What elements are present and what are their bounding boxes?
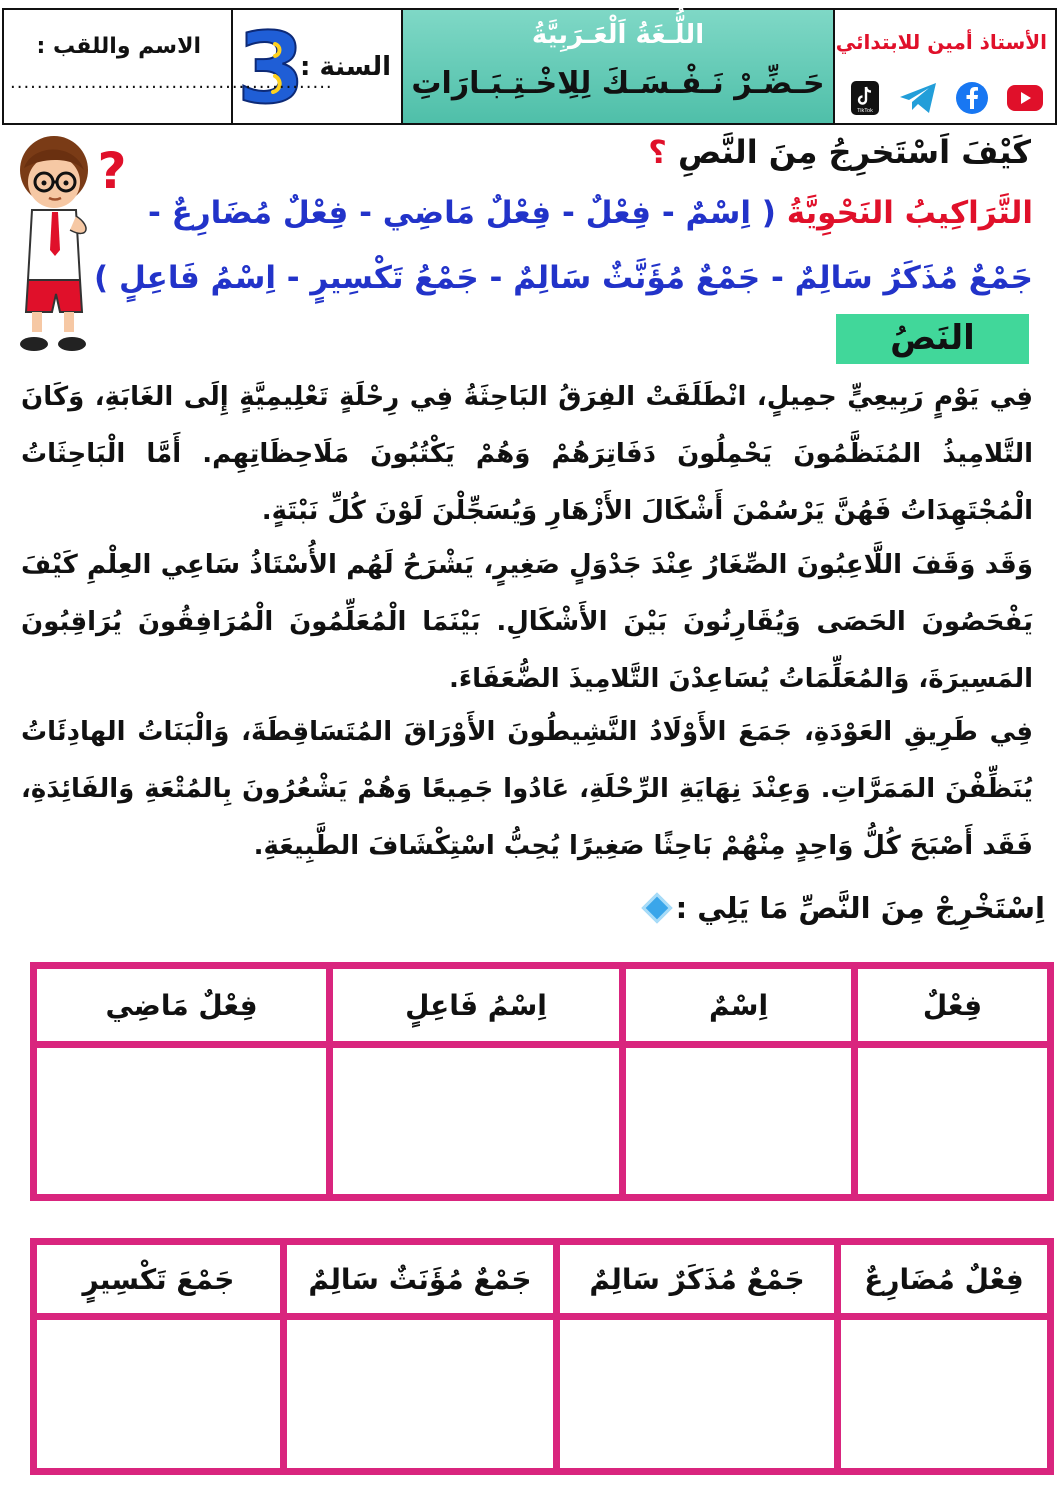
passage-paragraph-1: فِي يَوْمٍ رَبِيعِيٍّ جمِيلٍ، انْطَلَقَتْ الفِرَقُ البَاحِثَةُ فِي رِحْلَةٍ تَعْلِيمِيَّةٍ إِلَى الغَابَةِ، وَكَانَ التَّلامِيذُ المُنَظَّمُونَ يَحْمِلُونَ دَفَاتِرَهُمْ وَهُمْ يَكْتُبُونَ مَلَاحِظَاتِهِم. أَمَّا الْبَاحِثَاتُ الْمُجْتَهِدَاتُ فَهُنَّ يَرْسُمْنَ أَشْكَالَ الأَزْهَارِ وَيُسَجِّلْنَ لَوْنَ كُلِّ نَبْتَةٍ.	[21, 382, 1033, 526]
grammar-label: التَّرَاكِيبُ النَحْوِيَّةُ	[786, 195, 1033, 231]
worksheet-header	[2, 8, 1057, 125]
answer-table-1	[30, 962, 1054, 1201]
grammar-list-part1: ( اِسْمٌ - فِعْلٌ - فِعْلٌ مَاضِي - فِعْلٌ مُضَارِعٌ -	[148, 195, 776, 231]
table2-answer-cell[interactable]	[557, 1317, 838, 1472]
name-cell	[2, 10, 333, 123]
question-mark: ؟	[648, 133, 667, 171]
thinking-boy-illustration	[4, 130, 132, 358]
table2-answer-cell[interactable]	[34, 1317, 284, 1472]
subject-title: اللُّـغَةُ اَلْعَـرَبِيَّةُ	[531, 20, 705, 50]
text-badge: النَصُ	[836, 314, 1029, 364]
table2-header-present-verb: فِعْلٌ مُضَارِعٌ	[838, 1242, 1051, 1317]
teacher-name: الأستاذ أمين للابتدائي	[835, 30, 1047, 54]
table2-header-broken-plural: جَمْعَ تَكْسِيرٍ	[34, 1242, 284, 1317]
social-icons	[845, 78, 1045, 118]
table1-header-verb: فِعْلٌ	[855, 966, 1051, 1045]
teacher-cell	[833, 10, 1055, 123]
table1-answer-cell[interactable]	[623, 1045, 855, 1198]
main-question	[648, 133, 1031, 171]
answer-table-2	[30, 1238, 1054, 1475]
instruction-text: اِسْتَخْرِجْ مِنَ النَّصِّ مَا يَلِي :	[675, 891, 1045, 925]
year-label: السنة :	[300, 52, 391, 82]
facebook-icon[interactable]	[952, 79, 992, 117]
tiktok-icon[interactable]	[845, 79, 885, 117]
table1-answer-cell[interactable]	[855, 1045, 1051, 1198]
table2-header-masculine-plural: جَمْعٌ مُذَكَرٌ سَالِمٌ	[557, 1242, 838, 1317]
name-field[interactable]: ................................................	[10, 72, 333, 93]
table1-header-active-participle: اِسْمُ فَاعِلٍ	[330, 966, 623, 1045]
table2-answer-cell[interactable]	[838, 1317, 1051, 1472]
subject-cell	[401, 10, 833, 123]
youtube-icon[interactable]	[1005, 79, 1045, 117]
year-number: 3	[236, 12, 306, 126]
question-text: كَيْفَ اَسْتَخرِجُ مِنَ النَّصِ	[677, 133, 1031, 171]
telegram-icon[interactable]	[898, 79, 938, 117]
svg-text:?: ?	[97, 142, 127, 200]
grammar-line-2: جَمْعٌ مُذَكَرُ سَالِمٌ - جَمْعٌ مُؤَنَّثٌ سَالِمٌ - جَمْعُ تَكْسِيرٍ - اِسْمُ فَاعِلٍ )	[94, 260, 1033, 296]
passage-paragraph-2: وَقَد وَقَفَ اللَّاعِبُونَ الصِّغَارُ عِنْدَ جَدْوَلٍ صَغِيرٍ، يَشْرَحُ لَهُم الأُسْتَاذُ سَاعِي العِلْمِ كَيْفَ يَفْحَصُونَ الحَصَى وَيُقَارِنُونَ بَيْنَ الأَشْكَالِ. بَيْنَمَا الْمُعَلِّمُونَ الْمُرَافِقُونَ يُرَاقِبُونَ المَسِيرَةَ، وَالمُعَلِّمَاتُ يُسَاعِدْنَ التَّلامِيذَ الضُّعَفَاءَ.	[21, 550, 1033, 694]
diamond-bullet-icon	[641, 892, 672, 923]
year-number-badge	[236, 12, 306, 126]
table2-header-feminine-plural: جَمْعٌ مُؤَنَثٌ سَالِمٌ	[284, 1242, 557, 1317]
table2-answer-cell[interactable]	[284, 1317, 557, 1472]
table1-answer-cell[interactable]	[330, 1045, 623, 1198]
subject-subtitle: حَـضِّـرْ نَـفْـسَـكَ لِلِاخْـتِـبَـارَاتِ	[411, 66, 825, 101]
tiktok-label: TikTok	[857, 108, 873, 114]
instruction	[646, 891, 1045, 925]
grammar-line-1	[148, 195, 1033, 231]
year-cell	[231, 10, 401, 126]
passage-paragraph-3: فِي طَرِيقِ العَوْدَةِ، جَمَعَ الأَوْلَادُ النَّشِيطُونَ الأَوْرَاقَ المُتَسَاقِطَةَ، وَالْبَنَاتُ الهادِئَاتُ يُنَظِّفْنَ المَمَرَّاتِ. وَعِنْدَ نِهَايَةِ الرِّحْلَةِ، عَادُوا جَمِيعًا وَهُمْ يَشْعُرُونَ بِالمُتْعَةِ وَالفَائِدَةِ، فَقَد أَصْبَحَ كُلُّ وَاحِدٍ مِنْهُمْ بَاحِثًا صَغِيرًا يُحِبُّ اسْتِكْشَافَ الطَّبِيعَةِ.	[21, 717, 1033, 861]
table1-answer-cell[interactable]	[34, 1045, 330, 1198]
table1-header-past-verb: فِعْلٌ مَاضِي	[34, 966, 330, 1045]
name-label: الاسم واللقب :	[36, 34, 201, 59]
table1-header-noun: اِسْمٌ	[623, 966, 855, 1045]
